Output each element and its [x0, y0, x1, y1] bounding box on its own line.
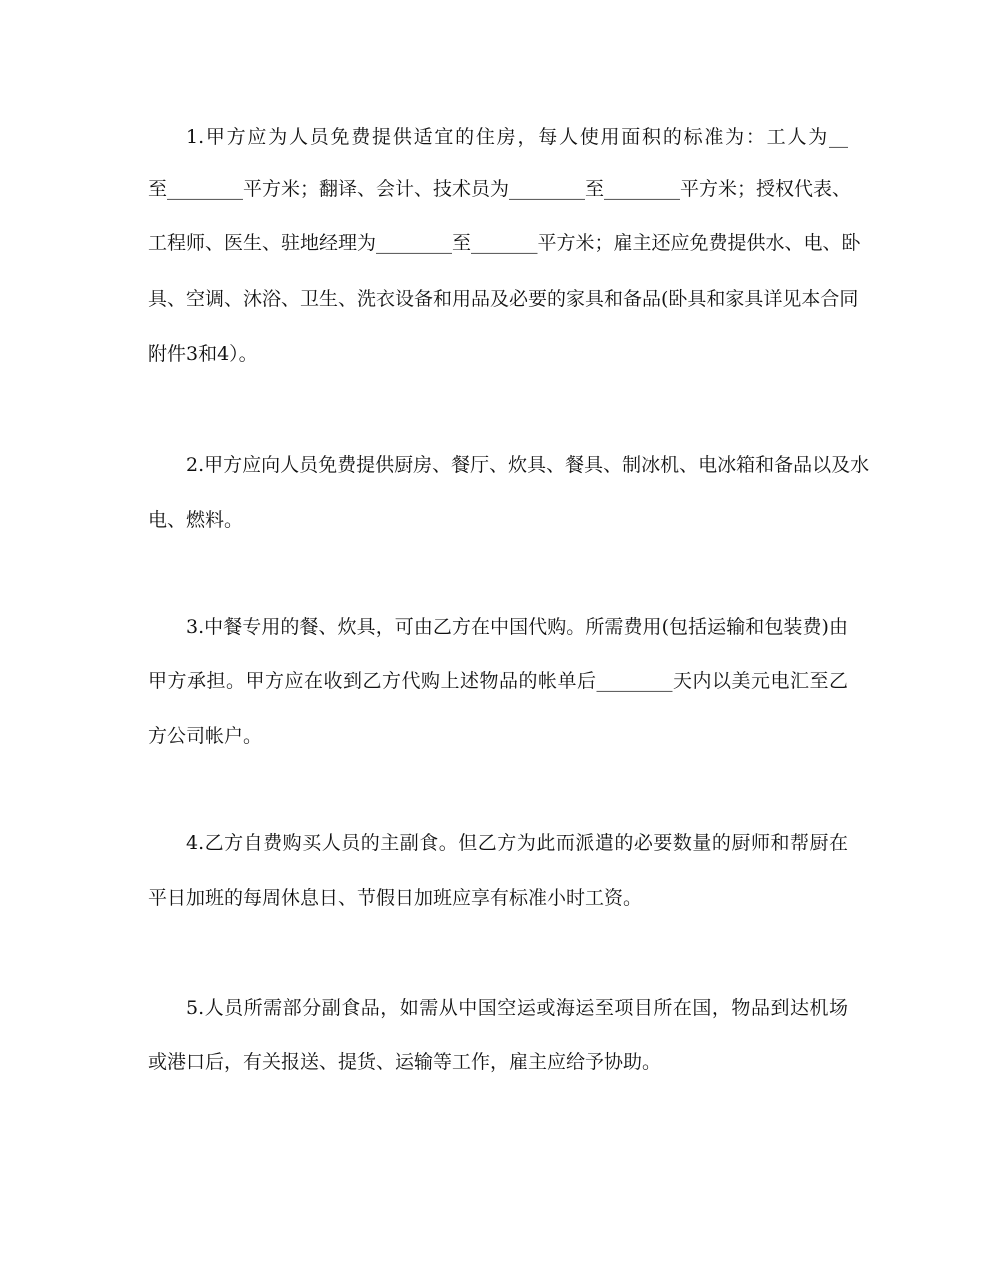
paragraph-3-line-2: 甲方承担。甲方应在收到乙方代购上述物品的帐单后________天内以美元电汇至乙 [148, 670, 848, 692]
paragraph-2-line-2: 电、燃料。 [148, 509, 244, 531]
paragraph-4-line-1: 4.乙方自费购买人员的主副食。但乙方为此而派遣的必要数量的厨师和帮厨在 [186, 832, 848, 854]
paragraph-4-line-2: 平日加班的每周休息日、节假日加班应享有标准小时工资。 [148, 887, 643, 909]
paragraph-1-line-1: 1.甲方应为人员免费提供适宜的住房，每人使用面积的标准为：工人为__ [186, 126, 848, 148]
paragraph-1-line-4: 具、空调、沐浴、卫生、洗衣设备和用品及必要的家具和备品(卧具和家具详见本合同 [148, 288, 859, 310]
paragraph-5-line-2: 或港口后，有关报送、提货、运输等工作，雇主应给予协助。 [148, 1051, 662, 1073]
paragraph-1-line-2: 至________平方米；翻译、会计、技术员为________至________平方米；授权代表、 [148, 178, 852, 200]
paragraph-1-line-3: 工程师、医生、驻地经理为________至_______平方米；雇主还应免费提供水、电、卧 [148, 232, 861, 254]
paragraph-2-line-1: 2.甲方应向人员免费提供厨房、餐厅、炊具、餐具、制冰机、电冰箱和备品以及水 [186, 454, 870, 476]
paragraph-1-line-5: 附件3和4）。 [148, 343, 258, 365]
paragraph-3-line-1: 3.中餐专用的餐、炊具，可由乙方在中国代购。所需费用(包括运输和包装费)由 [186, 616, 848, 638]
paragraph-3-line-3: 方公司帐户。 [148, 725, 263, 747]
paragraph-5-line-1: 5.人员所需部分副食品，如需从中国空运或海运至项目所在国，物品到达机场 [186, 997, 848, 1019]
